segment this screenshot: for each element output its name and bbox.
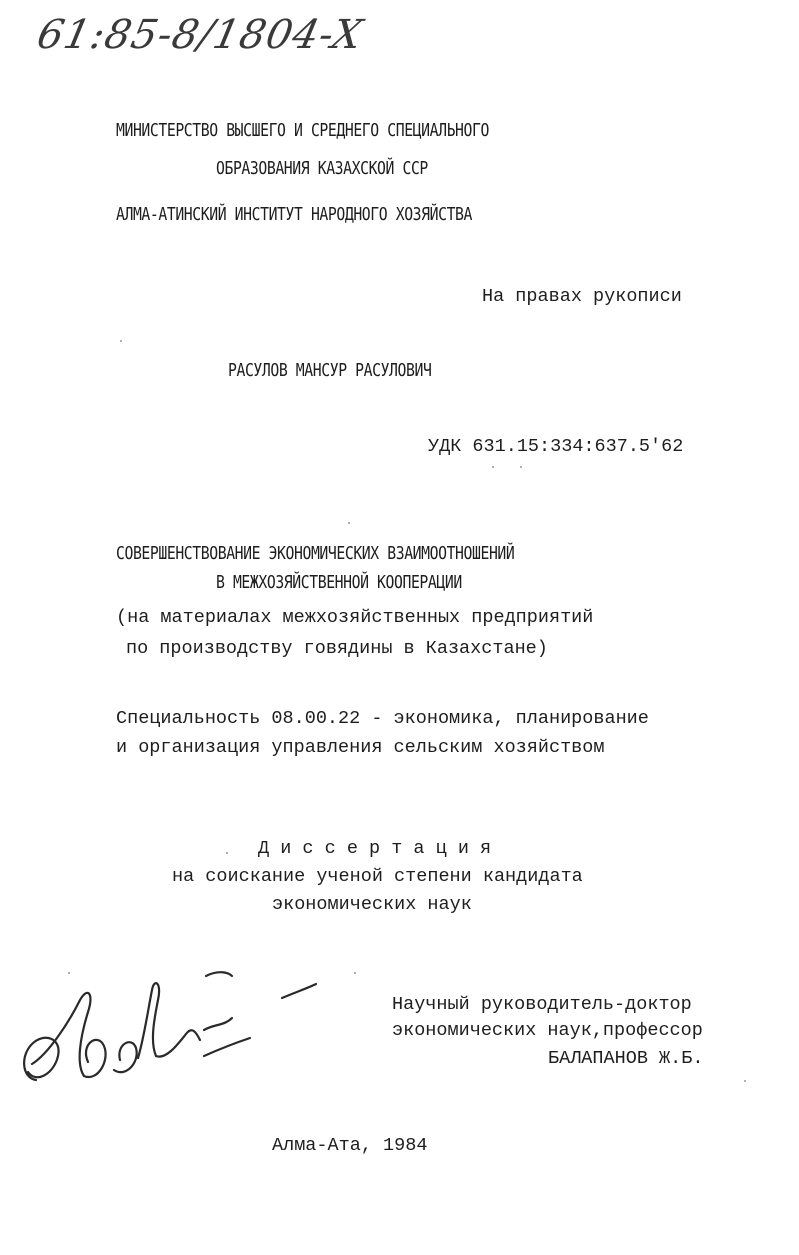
place-and-year: Алма-Ата, 1984 [272, 1135, 428, 1156]
signature-mark [18, 960, 338, 1100]
scan-speck [68, 972, 70, 974]
advisor-line-1: Научный руководитель-доктор [392, 994, 692, 1015]
specialty-line-1: Специальность 08.00.22 - экономика, планирование [116, 708, 649, 729]
subtitle-line-2: по производству говядины в Казахстане) [126, 638, 548, 659]
dissertation-line-2: экономических наук [272, 894, 472, 915]
scan-speck [226, 852, 228, 854]
dissertation-line-1: на соискание ученой степени кандидата [172, 866, 583, 887]
manuscript-rights: На правах рукописи [482, 286, 682, 307]
dissertation-heading: Д и с с е р т а ц и я [258, 838, 492, 859]
scan-speck [744, 1080, 746, 1082]
specialty-line-2: и организация управления сельским хозяйством [116, 737, 605, 758]
scan-speck [492, 466, 494, 468]
scan-speck [120, 340, 122, 342]
ministry-line-2: ОБРАЗОВАНИЯ КАЗАХСКОЙ ССР [216, 158, 428, 179]
institute-name: АЛМА-АТИНСКИЙ ИНСТИТУТ НАРОДНОГО ХОЗЯЙСТВА [116, 204, 473, 225]
dissertation-title-line-1: СОВЕРШЕНСТВОВАНИЕ ЭКОНОМИЧЕСКИХ ВЗАИМООТНОШЕНИЙ [116, 543, 515, 564]
archive-code-handwritten: 61:85-8/1804-X [33, 12, 367, 58]
dissertation-title-line-2: В МЕЖХОЗЯЙСТВЕННОЙ КООПЕРАЦИИ [216, 572, 462, 593]
scan-speck [354, 972, 356, 974]
advisor-name: БАЛАПАНОВ Ж.Б. [548, 1048, 704, 1069]
scan-speck [348, 522, 350, 524]
subtitle-line-1: (на материалах межхозяйственных предприятий [116, 607, 594, 628]
scan-speck [520, 466, 522, 468]
author-name: РАСУЛОВ МАНСУР РАСУЛОВИЧ [228, 360, 432, 381]
udc-code: УДК 631.15:334:637.5'62 [428, 436, 684, 457]
ministry-line-1: МИНИСТЕРСТВО ВЫСШЕГО И СРЕДНЕГО СПЕЦИАЛЬНОГО [116, 120, 489, 141]
advisor-line-2: экономических наук,профессор [392, 1020, 703, 1041]
